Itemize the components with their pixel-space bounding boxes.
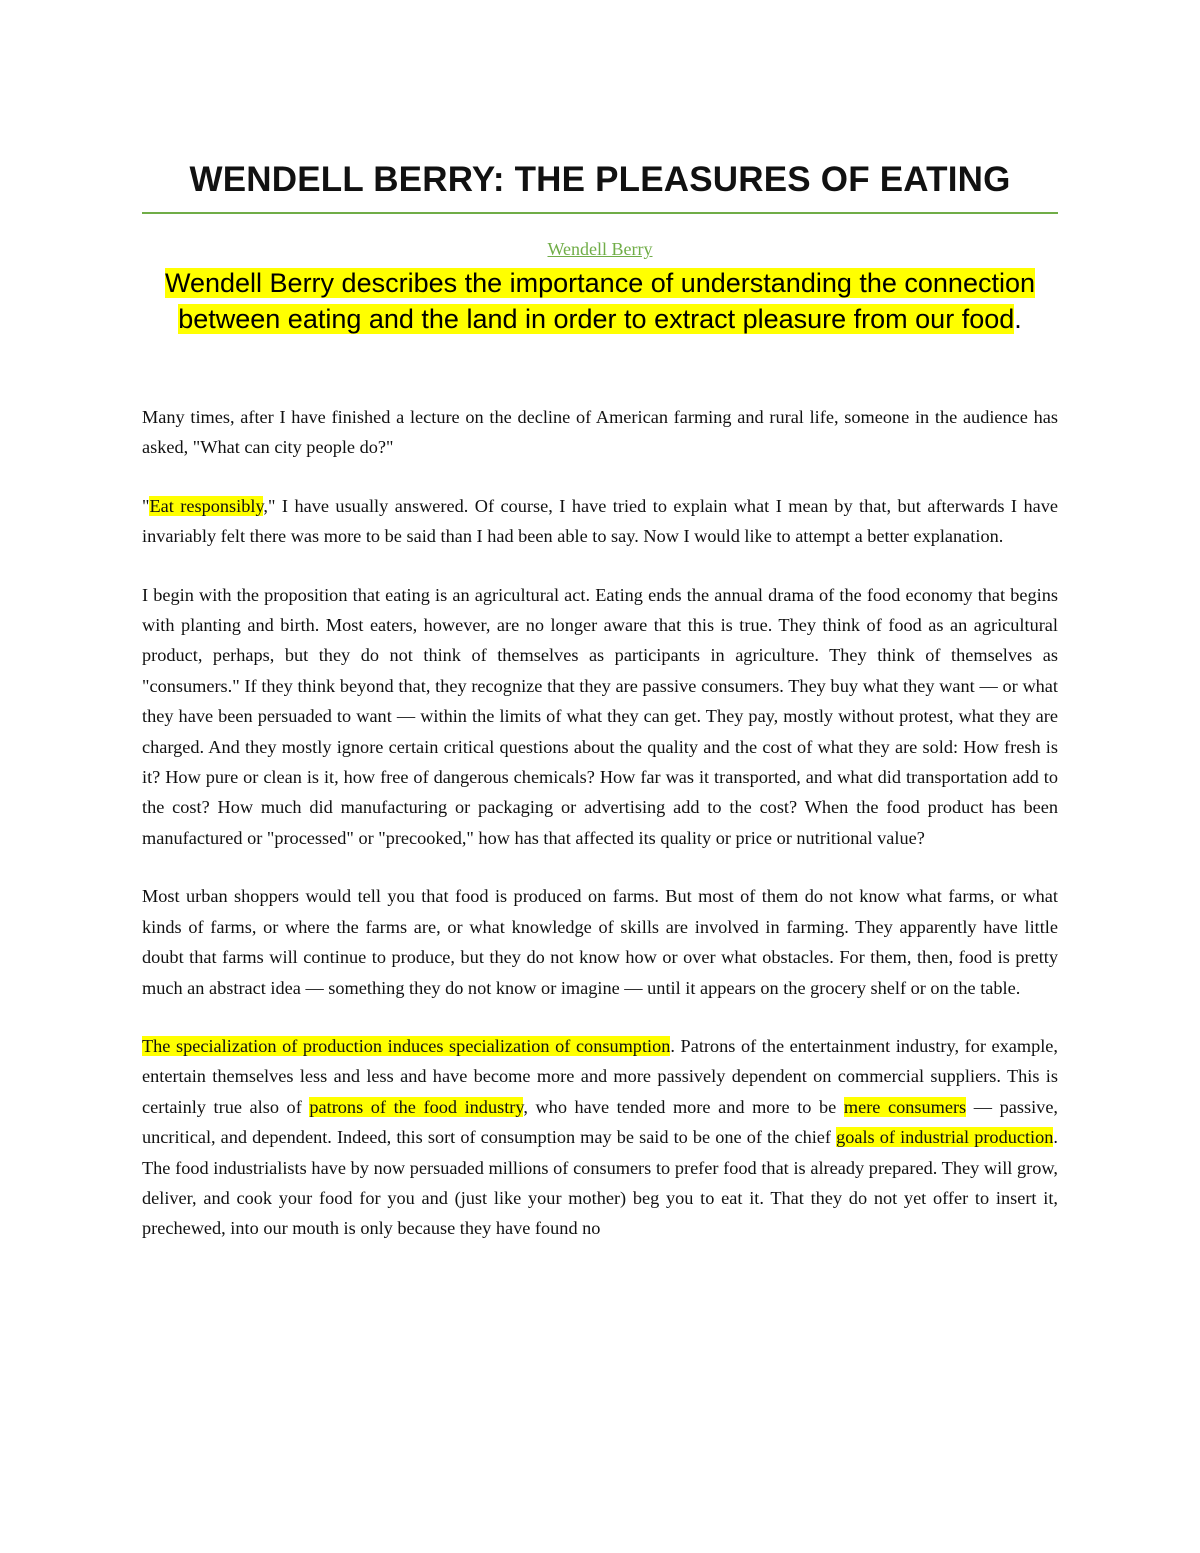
summary-period: . bbox=[1014, 304, 1022, 334]
author-link[interactable]: Wendell Berry bbox=[547, 239, 653, 259]
paragraph-5-text-2: , who have tended more and more to be bbox=[523, 1096, 844, 1117]
highlight-eat-responsibly: Eat responsibly bbox=[149, 495, 264, 516]
paragraph-2 bbox=[142, 491, 1058, 552]
paragraph-5-text-3: — passive, uncritical, and dependent. Indeed, this sort of consumption may be said to be one of the chief bbox=[142, 1096, 1059, 1148]
highlight-specialization: The specialization of production induces specialization of consumption bbox=[142, 1035, 671, 1056]
paragraph-5 bbox=[142, 1031, 1058, 1244]
summary-subtitle bbox=[150, 265, 1050, 337]
highlight-goals: goals of industrial production bbox=[836, 1127, 1054, 1148]
paragraph-3: I begin with the proposition that eating is an agricultural act. Eating ends the annual drama of the food economy that begins with planting and birth. Most eaters, however, are no longer aware that this is true. They think of food as an agricultural product, perhaps, but they do not think of themselves as participants in agriculture. They think of themselves as "consumers." If they think beyond that, they recognize that they are passive consumers. They buy what they want — or what they have been persuaded to want — within the limits of what they can get. They pay, mostly without protest, what they are charged. And they mostly ignore certain critical questions about the quality and the cost of what they are sold: How fresh is it? How pure or clean is it, how free of dangerous chemicals? How far was it transported, and what did transportation add to the cost? How much did manufacturing or packaging or advertising add to the cost? When the food product has been manufactured or "processed" or "precooked," how has that affected its quality or price or nutritional value? bbox=[142, 584, 1058, 848]
page-title: WENDELL BERRY: THE PLEASURES OF EATING bbox=[189, 160, 1011, 199]
paragraph-2-text: ," I have usually answered. Of course, I have tried to explain what I mean by that, but afterwards I have invariably felt there was more to be said than I had been able to say. Now I would like to attempt a better explanation. bbox=[142, 495, 1058, 547]
paragraph-1: Many times, after I have finished a lecture on the decline of American farming and rural life, someone in the audience has asked, "What can city people do?" bbox=[142, 407, 1058, 458]
paragraph-5-text-1: . Patrons of the entertainment industry, for example, entertain themselves less and less and have become more and more passively dependent on commercial suppliers. This is certainly true also of bbox=[142, 1035, 1058, 1117]
open-quote: " bbox=[142, 495, 150, 516]
article-body bbox=[142, 402, 1058, 1272]
highlight-mere-consumers: mere consumers bbox=[843, 1096, 967, 1117]
paragraph-5-text-4: . The food industrialists have by now persuaded millions of consumers to prefer food that is already prepared. They will grow, deliver, and cook your food for you and (just like your mother) beg you to eat it. That they do not yet offer to insert it, prechewed, into our mouth is only because they have found no bbox=[142, 1127, 1058, 1239]
highlight-patrons: patrons of the food industry bbox=[309, 1096, 524, 1117]
summary-highlight: Wendell Berry describes the importance of understanding the connection between eating and the land in order to extract pleasure from our food bbox=[164, 268, 1035, 334]
paragraph-4: Most urban shoppers would tell you that food is produced on farms. But most of them do not know what farms, or what kinds of farms, or where the farms are, or what knowledge of skills are involved in farming. They apparently have little doubt that farms will continue to produce, but they do not know how or over what obstacles. For them, then, food is pretty much an abstract idea — something they do not know or imagine — until it appears on the grocery shelf or on the table. bbox=[142, 886, 1058, 998]
title-divider bbox=[142, 212, 1058, 214]
